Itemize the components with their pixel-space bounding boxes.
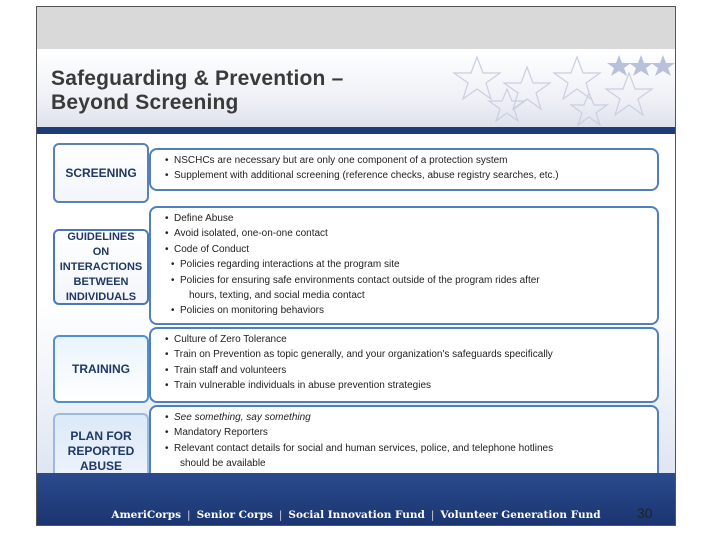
box-training xyxy=(149,327,659,403)
box-screening xyxy=(149,148,659,191)
list-item: • Supplement with additional screening (reference checks, abuse registry searches, etc.) xyxy=(165,168,647,183)
list-item: • Avoid isolated, one-on-one contact xyxy=(165,226,647,241)
slide-title xyxy=(51,67,343,115)
label-screening: SCREENING xyxy=(53,143,149,203)
list-item: • Train staff and volunteers xyxy=(165,363,647,378)
footer-volunteer-generation-fund: Volunteer Generation Fund xyxy=(440,509,601,521)
list-item-continuation: should be available xyxy=(180,458,266,470)
list-item: • Mandatory Reporters xyxy=(165,425,647,440)
list-item: • Relevant contact details for social and human services, police, and telephone hotlines xyxy=(165,441,647,456)
footer-americorps: AmeriCorps xyxy=(111,509,182,521)
footer-separator: | xyxy=(278,509,283,521)
list-item: • Define Abuse xyxy=(165,211,647,226)
list-item: • NSCHCs are necessary but are only one component of a protection system xyxy=(165,153,647,168)
list-item: • Policies regarding interactions at the program site xyxy=(165,257,647,272)
box-guidelines xyxy=(149,206,659,325)
footer-senior-corps: Senior Corps xyxy=(196,509,273,521)
label-training: TRAINING xyxy=(53,335,149,403)
footer-separator: | xyxy=(430,509,435,521)
page-number: 30 xyxy=(637,505,653,521)
label-guidelines: GUIDELINES ON INTERACTIONS BETWEEN INDIVIDUALS xyxy=(53,229,149,305)
title-line-2: Beyond Screening xyxy=(51,91,239,114)
list-item: • Train on Prevention as topic generally, and your organization's safeguards specifically xyxy=(165,347,647,362)
list-item: • Policies on monitoring behaviors xyxy=(165,303,647,318)
list-item-continuation: hours, texting, and social media contact xyxy=(189,290,365,302)
footer-separator: | xyxy=(187,509,191,521)
list-item: • Culture of Zero Tolerance xyxy=(165,332,647,347)
title-line-1: Safeguarding & Prevention – xyxy=(51,67,344,90)
title-divider xyxy=(37,127,675,134)
list-item: • Train vulnerable individuals in abuse prevention strategies xyxy=(165,378,647,393)
footer-social-innovation-fund: Social Innovation Fund xyxy=(288,509,425,521)
footer-programs xyxy=(37,509,675,521)
list-item: • Code of Conduct xyxy=(165,242,647,257)
list-item: • Policies for ensuring safe environments contact outside of the program rides after xyxy=(165,273,647,288)
label-plan-for-reported-abuse: PLAN FOR REPORTED ABUSE xyxy=(53,413,149,489)
list-item: • See something, say something xyxy=(165,410,647,425)
slide xyxy=(36,6,676,526)
